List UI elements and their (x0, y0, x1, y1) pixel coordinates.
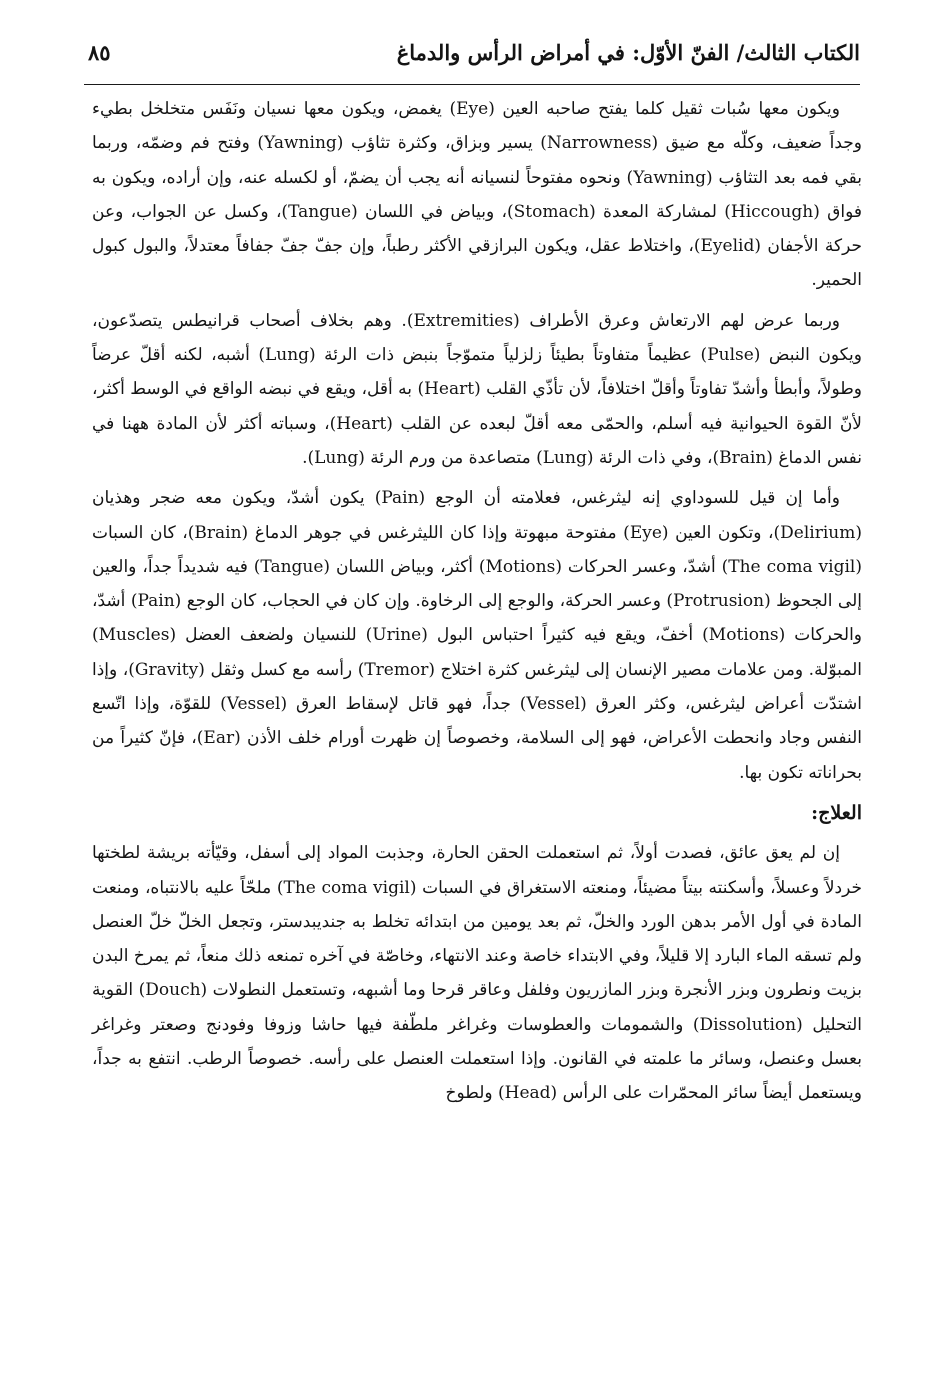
paragraph: وربما عرض لهم الارتعاش وعرق الأطراف (Extremities). وهم بخلاف أصحاب قرانيطس يتصدّعون، ويكون النبض (Pulse) عظيماً متفاوتاً بطيئاً زلزلياً متموّجاً بنبض ذات الرئة (Lung) أشبه، لكنه أقلّ عرضاً وطولاً، وأبطأ وأشدّ تفاوتاً وأقلّ اختلافاً، لأن تأذّي القلب (Heart) به أقل، ويقع في نبضه الواقع في الوسط أكثر، لأنّ القوة الحيوانية فيه أسلم، والحمّى معه أقلّ لبعده عن القلب (Heart)، وسباته أكثر لأن المادة ههنا في نفس الدماغ (Brain)، وفي ذات الرئة (Lung) متصاعدة من ورم الرئة (Lung). (92, 310, 862, 468)
page-number: ٨٥ (88, 40, 111, 65)
page-header (84, 28, 860, 85)
treatment-paragraph: إن لم يعق عائق، فصدت أولاً، ثم استعملت الحقن الحارة، وجذبت المواد إلى أسفل، وقيّأته بريشة لطختها خردلاً وعسلاً، وأسكنته بيتاً مضيئاً، ومنعته الاستغراق في السبات (The coma vigil) ملحّاً عليه بالانتباه، ومنعت المادة في أول الأمر بدهن الورد والخلّ، ثم بعد يومين من ابتدائه تخلط به جنديبدستر، وتجعل الخلّ خلّ العنصل ولم تسقه الماء البارد إلا قليلاً، وفي الابتداء خاصة وعند الانتهاء، وخاصّة في آخره تمنعه ذلك منعاً، ثم يمرخ البدن بزيت ونطرون وبزر الأنجرة وبزر المازريون وفلفل وعاقر قرحا وما أشبهه، وتستعمل النطولات (Douch) القوية التحليل (Dissolution) والشمومات والعطوسات وغراغر ملطّفة فيها حاشا وزوفا وفودنج وصعتر وغراغر بعسل وعنصل، وسائر ما علمته في القانون. وإذا استعملت العنصل على رأسه. خصوصاً الرطب. انتفع به جداً، ويستعمل أيضاً سائر المحمّرات على الرأس (Head) ولطوخ (92, 843, 862, 1104)
page-body (92, 92, 862, 1117)
running-head: الكتاب الثالث/ الفنّ الأوّل: في أمراض الرأس والدماغ (396, 40, 860, 65)
paragraph: وأما إن قيل للسوداوي إنه ليثرغس، فعلامته أن الوجع (Pain) يكون أشدّ، ويكون معه ضجر وهذيان (Delirium)، وتكون العين (Eye) مفتوحة مبهوتة وإذا كان الليثرغس في جوهر الدماغ (Brain)، كان السبات (The coma vigil) أشدّ، وعسر الحركات (Motions) أكثر، وبياض اللسان (Tangue) فيه شديداً جداً، والعين إلى الجحوظ (Protrusion) وعسر الحركة، والوجع إلى الرخاوة. وإن كان في الحجاب، كان الوجع (Pain) أشدّ، والحركات (Motions) أخفّ، ويقع فيه كثيراً احتباس البول (Urine) للنسيان ولضعف العضل (Muscles) المبوّلة. ومن علامات مصير الإنسان إلى ليثرغس كثرة اختلاج (Tremor) رأسه مع كسل وثقل (Gravity)، وإذا اشتدّت أعراض ليثرغس، وكثر العرق (Vessel) جداً، فهو قاتل لإسقاط العرق (Vessel) للقوّة، وإذا اتّسع النفس وجاد وانحطت الأعراض، فهو إلى السلامة، وخصوصاً إن ظهرت أورام خلف الأذن (Ear)، فإنّ كثيراً من بحراناته تكون بها. (92, 488, 863, 783)
paragraph: ويكون معها سُبات ثقيل كلما يفتح صاحبه العين (Eye) يغمض، ويكون معها نسيان ونَفَس متخلخل بطيء وجداً ضعيف، وكلّه مع ضيق (Narrowness) يسير وبزاق، وكثرة تثاؤب (Yawning) وفتح فم وضمّه، وربما بقي فمه بعد التثاؤب (Yawning) ونحوه مفتوحاً لنسيانه أنه يجب أن يضمّ، أو لكسله عنه، وإن أراده، ويكون به فواق (Hiccough) لمشاركة المعدة (Stomach)، وبياض في اللسان (Tangue)، وكسل عن الجواب، وعن حركة الأجفان (Eyelid)، واختلاط عقل، ويكون البرازقي الأكثر رطباً، وإن جفّ جفّ جفافاً معتدلاً، والبول كبول الحمير. (92, 99, 862, 291)
section-title: العلاج: (811, 801, 862, 824)
